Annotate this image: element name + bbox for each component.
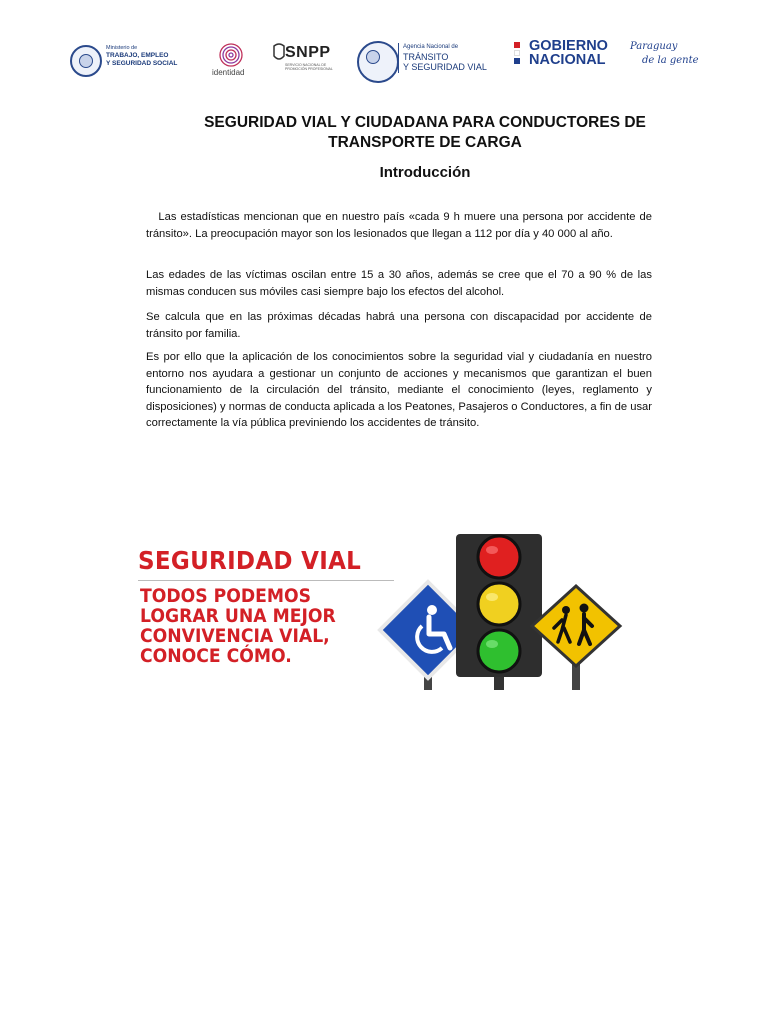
banner-divider [138,580,394,581]
pole [494,675,504,690]
flag-red-icon [514,42,520,48]
mtess-line2: TRABAJO, EMPLEO [106,52,169,59]
seal-icon [357,41,399,83]
pedestrian-crossing-sign-icon [532,586,620,666]
banner-slogan-line: CONOCE CÓMO. [140,646,292,667]
ansv-line2: TRÁNSITO [403,52,449,62]
traffic-signs-illustration [372,530,634,690]
paragraph-4: Es por ello que la aplicación de los conocimientos sobre la seguridad vial y ciudadanía en nuestro entorno nos ayudara a gestionar un conjunto de acciones y mecanismos que garantizan el buen funcionamiento de la circulación del tránsito, mediante el conocimiento (leyes, reglamento y disposiciones) y normas de conducta aplicada a los Peatones, Pasajeros o Conductores, a fin de usar correctamente la vía pública previniendo los accidentes de tránsito. [146,351,652,429]
snpp-sub2: PROMOCIÓN PROFESIONAL [285,67,333,71]
banner-slogan-line: LOGRAR UNA MEJOR [140,606,336,627]
banner-slogan-line: TODOS PODEMOS [140,586,312,607]
snpp-sub1: SERVICIO NACIONAL DE [285,63,327,67]
ansv-line3: Y SEGURIDAD VIAL [403,62,487,72]
fingerprint-icon [218,42,244,68]
paragraph-1: Las estadísticas mencionan que en nuestro país «cada 9 h muere una persona por accidente de tránsito». La preocupación mayor son los lesionados que llegan a 112 por día y 40 000 al año. [146,211,656,240]
mtess-line3: Y SEGURIDAD SOCIAL [106,60,178,67]
seal-icon [70,45,102,77]
mtess-line1: Ministerio de [106,45,138,51]
banner-slogan [140,587,336,667]
banner-slogan-line: CONVIVENCIA VIAL, [140,626,330,647]
paragraph-2: Las edades de las víctimas oscilan entre 15 a 30 años, además se cree que el 70 a 90 % de las mismas conducen sus móviles casi siempre bajo los efectos del alcohol. [146,269,652,298]
document-title-line2: TRANSPORTE DE CARGA [328,134,522,151]
divider [398,43,399,73]
paraguay-line2: de la gente [642,55,699,66]
identidad-label: identidad [212,68,245,77]
ansv-line1: Agencia Nacional de [403,44,459,50]
snpp-label: SNPP [285,44,331,61]
flag-white-icon [514,50,520,56]
banner-title: SEGURIDAD VIAL [138,546,362,575]
paragraph-3: Se calcula que en las próximas décadas habrá una persona con discapacidad por accidente de tránsito por familia. [146,311,652,340]
gobierno-line2: NACIONAL [529,52,606,68]
paraguay-line1: Paraguay [630,41,678,52]
document-subtitle: Introducción [379,164,471,181]
traffic-light-icon [456,534,542,677]
document-title-line1: SEGURIDAD VIAL Y CIUDADANA PARA CONDUCTORES DE [204,114,646,131]
flag-blue-icon [514,58,520,64]
gobierno-line1: GOBIERNO [529,38,608,54]
snpp-emblem-icon [272,42,286,64]
